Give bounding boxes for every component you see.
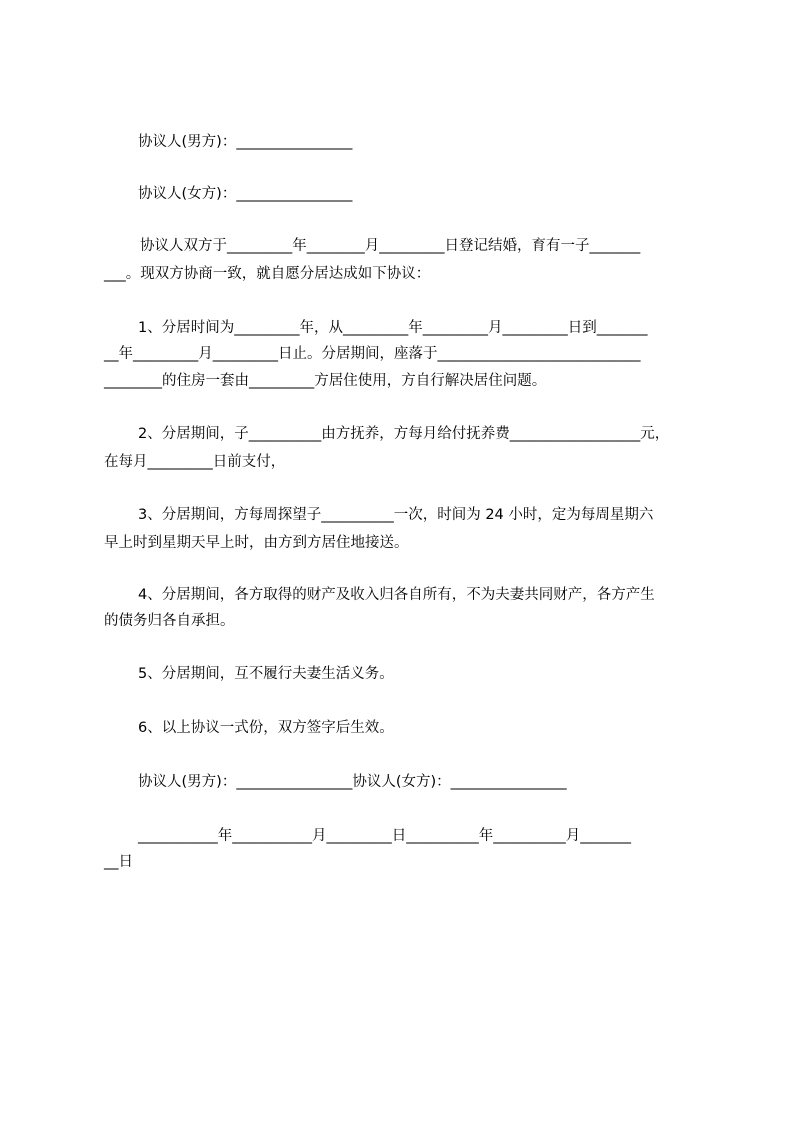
- clause-5: 5、分居期间，互不履行夫妻生活义务。: [138, 666, 394, 682]
- clause-4-line-2: 的债务归各自承担。: [104, 613, 235, 629]
- clause-1-line-1: 1、分居时间为_________年，从_________年_________月_________日到_______: [138, 320, 648, 336]
- clause-3-line-1: 3、分居期间，方每周探望子__________一次，时间为 24 小时，定为每周星期六: [138, 507, 654, 523]
- clause-6: 6、以上协议一式份，双方签字后生效。: [138, 720, 394, 736]
- clause-4-line-1: 4、分居期间，各方取得的财产及收入归各自所有，不为夫妻共同财产，各方产生: [138, 587, 655, 603]
- clause-1-line-2: __年_________月_________日止。分居期间，座落于____________________________: [104, 346, 641, 362]
- signature-line: 协议人(男方)：________________协议人(女方)：________________: [138, 774, 567, 790]
- party-female-line: 协议人(女方)：________________: [138, 186, 353, 202]
- clause-3-line-2: 早上时到星期天早上时，由方到方居住地接送。: [104, 535, 409, 551]
- clause-2-line-1: 2、分居期间，子__________由方抚养，方每月给付抚养费__________________元，: [138, 426, 670, 442]
- intro-paragraph-line-1: 协议人双方于_________年________月_________日登记结婚，育有一子_______: [140, 238, 641, 254]
- clause-2-line-2: 在每月_________日前支付，: [104, 454, 286, 470]
- clause-1-line-3: ________的住房一套由_________方居住使用，方自行解决居住问题。: [104, 373, 547, 389]
- intro-paragraph-line-2: ___。现双方协商一致，就自愿分居达成如下协议：: [104, 266, 431, 282]
- date-line-1: ___________年___________月_________日__________年__________月_______: [138, 828, 631, 844]
- party-male-line: 协议人(男方)：________________: [138, 134, 353, 150]
- date-line-2: __日: [104, 854, 133, 870]
